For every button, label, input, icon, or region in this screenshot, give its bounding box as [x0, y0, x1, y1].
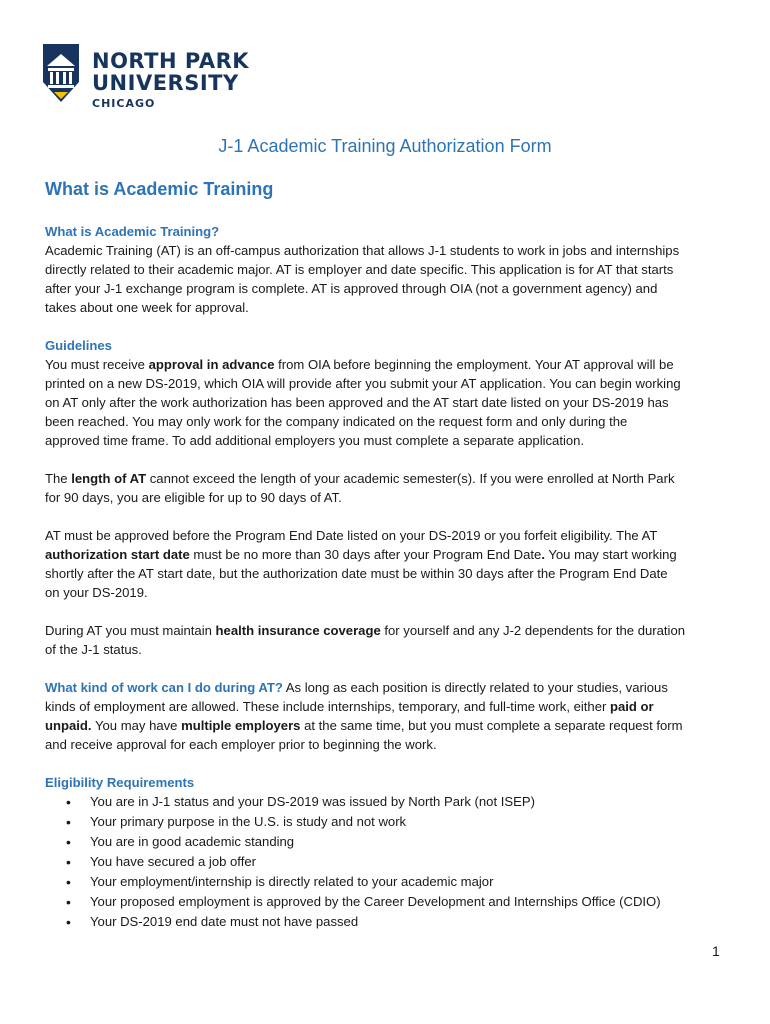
- end-date-paragraph: [45, 526, 735, 602]
- document-body: [45, 222, 735, 932]
- list-item: • Your DS-2019 end date must not have passed: [45, 912, 735, 932]
- form-title: J-1 Academic Training Authorization Form: [218, 136, 552, 156]
- page-number: 1: [712, 943, 720, 959]
- bold-text: unpaid.: [45, 718, 92, 733]
- bold-text: approval in advance: [148, 357, 275, 372]
- text-line: Academic Training (AT) is an off-campus authorization that allows J-1 students to work in jobs and internships: [45, 243, 680, 258]
- logo-line-1: NORTH PARK: [92, 49, 250, 73]
- text-line: printed on a new DS-2019, which OIA will provide after you submit your AT application. You can begin working: [45, 376, 681, 391]
- text-run: As long as each position is directly related to your studies, various: [282, 680, 668, 695]
- bold-text: .: [541, 547, 545, 562]
- text-run: You must receive: [45, 357, 149, 372]
- text-line: for 90 days, you are eligible for up to 90 days of AT.: [45, 490, 342, 505]
- text-line: on AT only after the work authorization has been approved and the AT start date listed on your DS-2019 has: [45, 395, 669, 410]
- text-line: directly related to their academic major. AT is employer and date specific. This application is for AT that starts: [45, 262, 674, 277]
- section-heading: What is Academic Training: [45, 179, 274, 199]
- text-run: at the same time, but you must complete a separate request form: [300, 718, 683, 733]
- logo-wordmark: [92, 50, 249, 110]
- logo-line-3: CHICAGO: [92, 97, 156, 110]
- text-line: after your J-1 exchange program is complete. AT is approved through OIA (not a government agency) and: [45, 281, 658, 296]
- length-paragraph: [45, 469, 735, 507]
- text-line: been reached. You may only work for the company indicated on the request form and only during the: [45, 414, 628, 429]
- logo-line-2: UNIVERSITY: [92, 71, 239, 95]
- guidelines-paragraph: [45, 336, 735, 450]
- text-run: You may start working: [544, 547, 677, 562]
- text-run: cannot exceed the length of your academic semester(s). If you were enrolled at North Park: [146, 471, 675, 486]
- bold-text: multiple employers: [181, 718, 301, 733]
- text-line: and receive approval for each employer prior to beginning the work.: [45, 737, 437, 752]
- bold-text: health insurance coverage: [215, 623, 381, 638]
- text-run: for yourself and any J-2 dependents for the duration: [380, 623, 686, 638]
- text-run: kinds of employment are allowed. These include internships, temporary, and full-time work, either: [45, 699, 610, 714]
- text-line: of the J-1 status.: [45, 642, 142, 657]
- text-line: AT must be approved before the Program End Date listed on your DS-2019 or you forfeit eligibility. The AT: [45, 528, 658, 543]
- insurance-paragraph: [45, 621, 735, 659]
- shield-icon: [43, 44, 79, 104]
- text-run: During AT you must maintain: [45, 623, 216, 638]
- list-item: • Your proposed employment is approved by the Career Development and Internships Office (CDIO): [45, 892, 735, 912]
- university-logo: [43, 44, 258, 110]
- bold-text: authorization start date: [45, 547, 190, 562]
- bold-text: length of AT: [71, 471, 147, 486]
- eligibility-heading: Eligibility Requirements: [45, 775, 195, 790]
- text-run: must be no more than 30 days after your Program End Date: [189, 547, 542, 562]
- text-line: shortly after the AT start date, but the authorization date must be within 30 days after the Program End Date: [45, 566, 668, 581]
- eligibility-list: [45, 792, 735, 932]
- list-item: • Your employment/internship is directly related to your academic major: [45, 872, 735, 892]
- guidelines-heading: Guidelines: [45, 338, 112, 353]
- list-item: • You are in good academic standing: [45, 832, 735, 852]
- work-kind-heading: What kind of work can I do during AT?: [45, 680, 283, 695]
- bold-text: paid or: [610, 699, 654, 714]
- eligibility-section: [45, 773, 735, 932]
- list-item: • Your primary purpose in the U.S. is study and not work: [45, 812, 735, 832]
- text-run: You may have: [91, 718, 182, 733]
- text-line: approved time frame. To add additional employers you must complete a separate application.: [45, 433, 585, 448]
- text-line: on your DS-2019.: [45, 585, 148, 600]
- text-run: from OIA before beginning the employment. Your AT approval will be: [274, 357, 674, 372]
- text-line: takes about one week for approval.: [45, 300, 249, 315]
- what-is-at-heading: What is Academic Training?: [45, 224, 220, 239]
- what-is-at-paragraph: [45, 222, 735, 317]
- work-kind-paragraph: [45, 678, 735, 754]
- list-item: • You are in J-1 status and your DS-2019 was issued by North Park (not ISEP): [45, 792, 735, 812]
- list-item: • You have secured a job offer: [45, 852, 735, 872]
- text-run: The: [45, 471, 72, 486]
